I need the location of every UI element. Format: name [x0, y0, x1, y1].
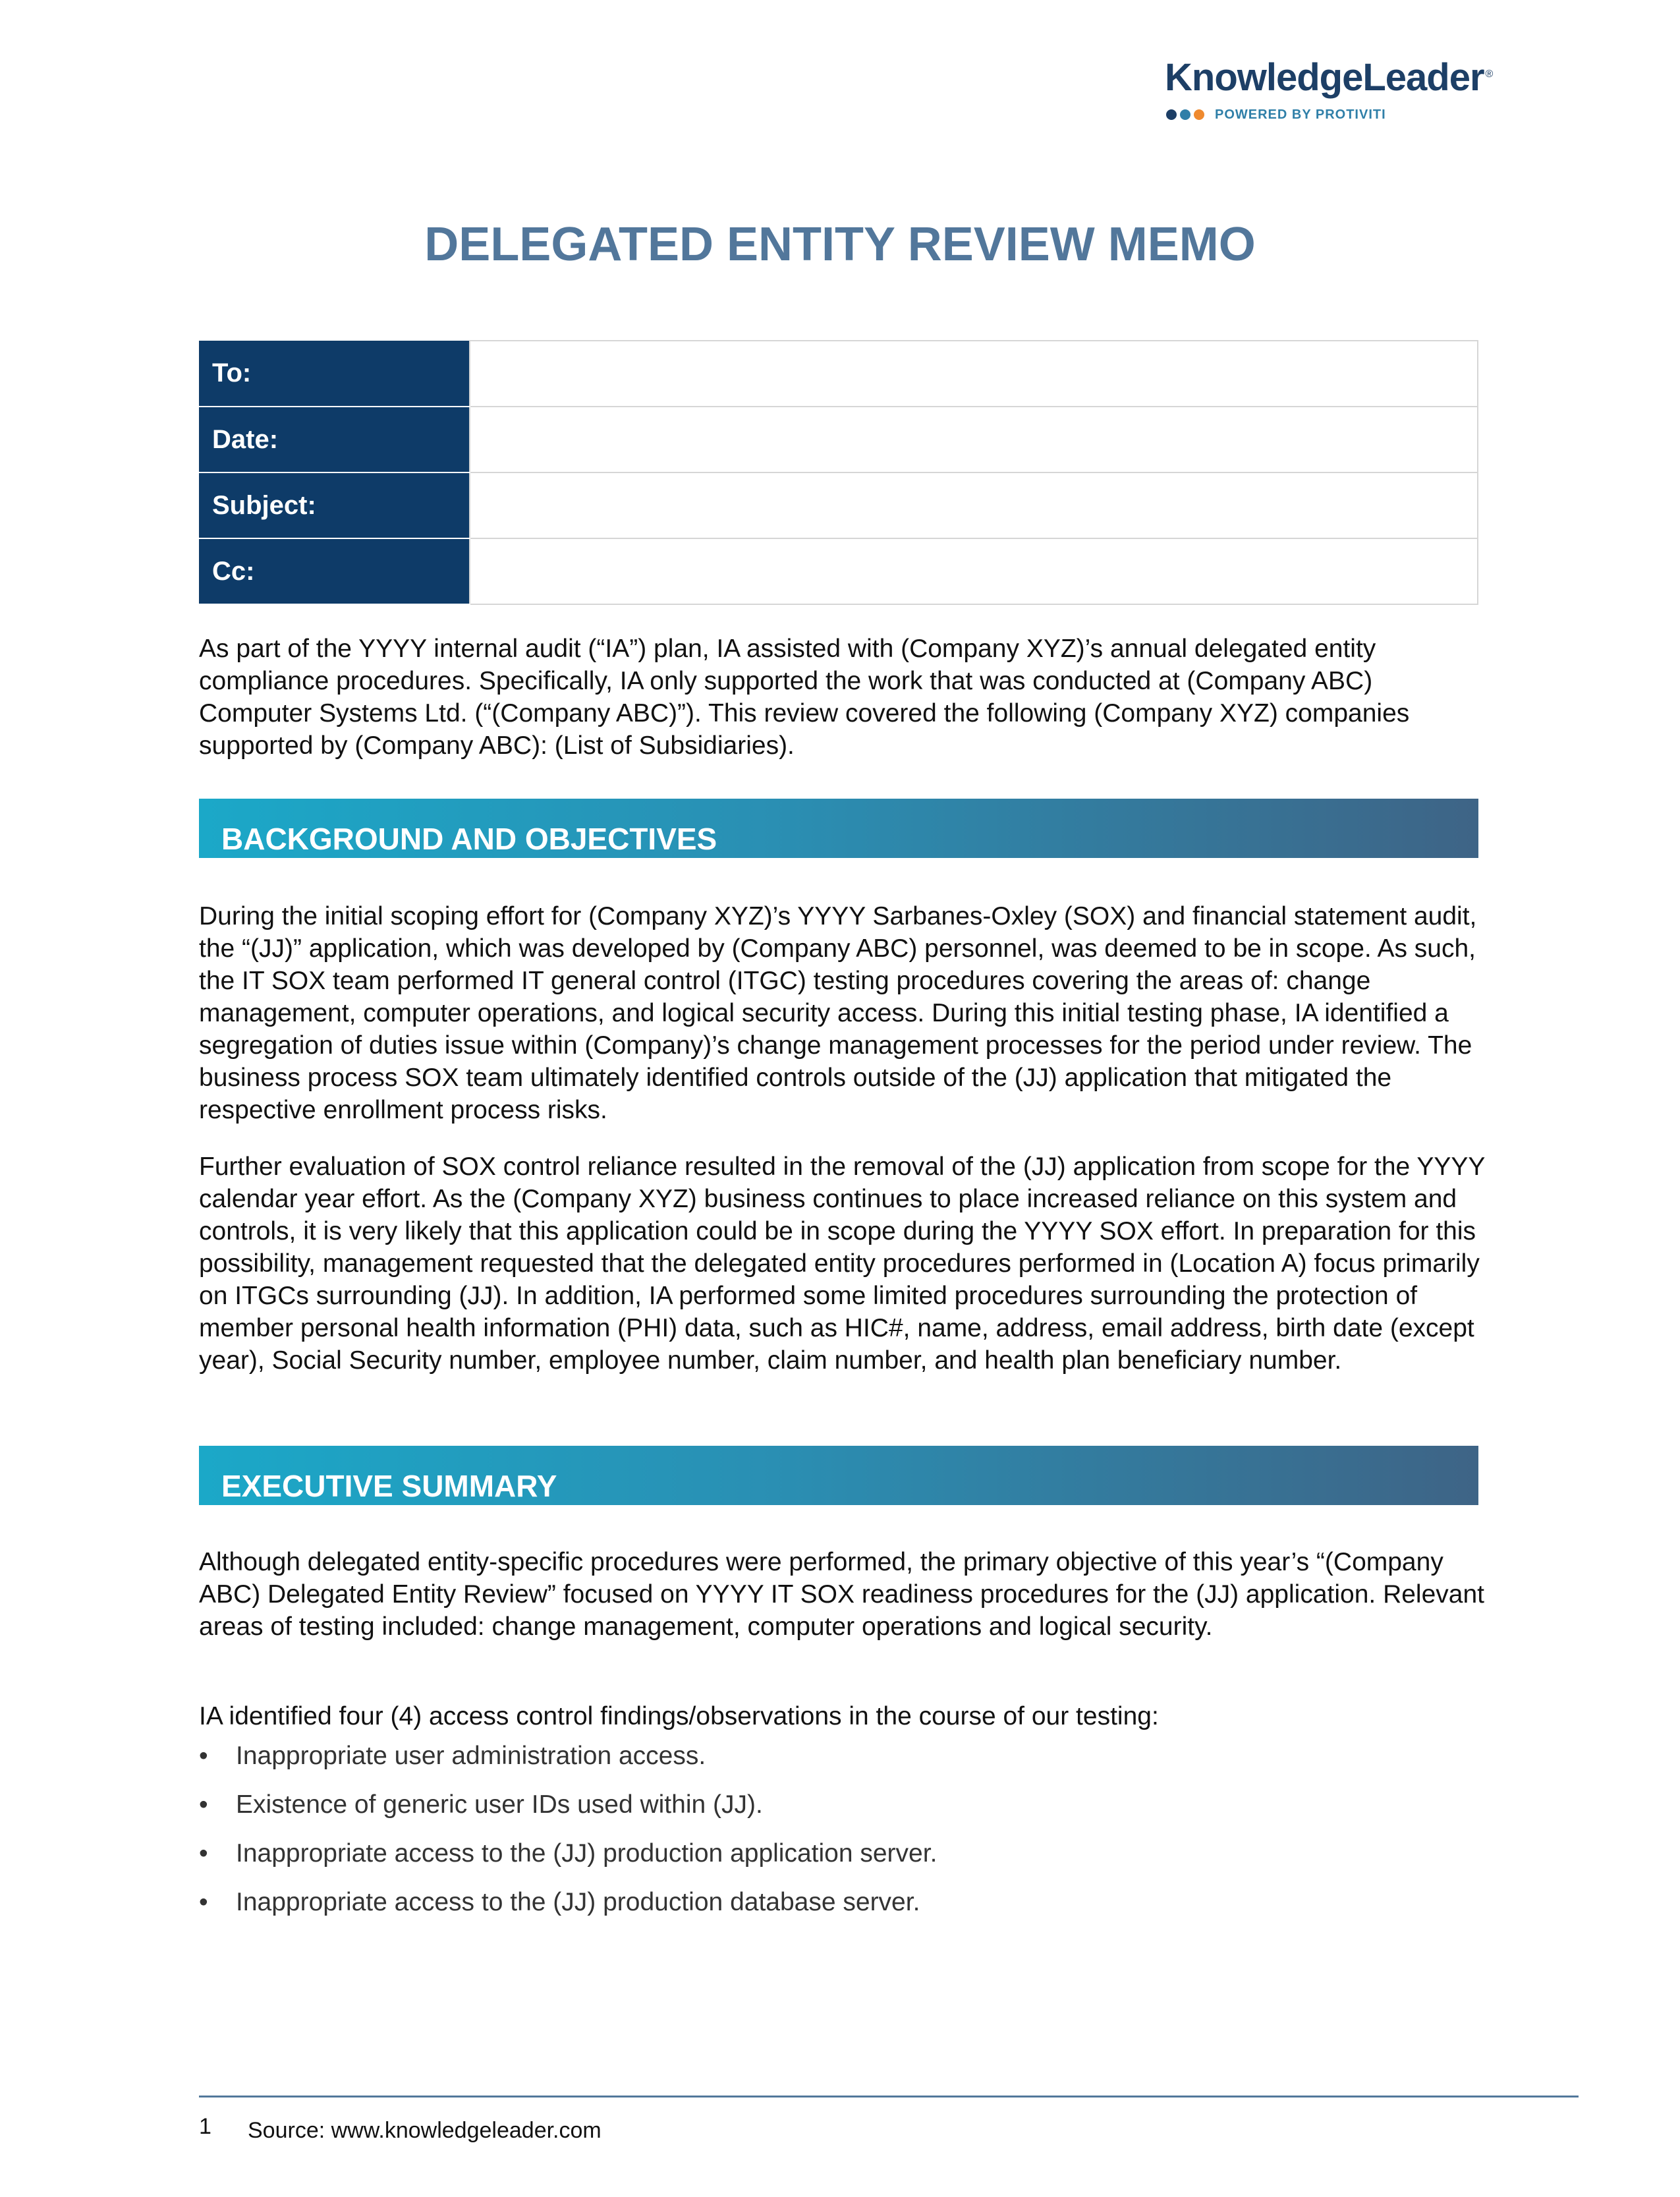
- finding-text: Existence of generic user IDs used within (JJ).: [236, 1790, 763, 1819]
- memo-value-cc[interactable]: [470, 538, 1478, 604]
- section-heading-executive-summary: EXECUTIVE SUMMARY: [221, 1469, 557, 1503]
- logo-dots: [1166, 109, 1204, 123]
- footer-divider: [199, 2096, 1579, 2097]
- bullet-icon: •: [199, 1839, 208, 1868]
- finding-text: Inappropriate access to the (JJ) production database server.: [236, 1888, 920, 1916]
- page-number: 1: [199, 2114, 211, 2139]
- memo-value-date[interactable]: [470, 407, 1478, 472]
- section-heading-background: BACKGROUND AND OBJECTIVES: [221, 822, 717, 856]
- finding-item: [199, 1740, 1477, 1772]
- source-text: Source: www.knowledgeleader.com: [248, 2118, 602, 2143]
- logo-dot-navy: [1166, 109, 1177, 120]
- logo-name-text: KnowledgeLeader: [1165, 56, 1484, 99]
- finding-item: [199, 1788, 1477, 1821]
- finding-text: Inappropriate user administration access.: [236, 1742, 706, 1770]
- bullet-icon: •: [199, 1742, 208, 1770]
- bullet-icon: •: [199, 1790, 208, 1819]
- section-header-background: [199, 799, 1478, 858]
- knowledgeleader-logo: [1165, 55, 1493, 128]
- logo-registered-mark: ®: [1485, 68, 1493, 80]
- logo-dot-blue: [1180, 109, 1190, 120]
- finding-item: [199, 1886, 1477, 1918]
- memo-label-cc: Cc:: [199, 538, 470, 604]
- summary-paragraph-2: IA identified four (4) access control findings/observations in the course of our testing:: [199, 1702, 1159, 1730]
- finding-item: [199, 1837, 1477, 1869]
- logo-wordmark: [1165, 55, 1492, 100]
- section-header-executive-summary: [199, 1446, 1478, 1505]
- memo-label-subject: Subject:: [199, 472, 470, 538]
- memo-label-to: To:: [199, 341, 470, 407]
- memo-label-date: Date:: [199, 407, 470, 472]
- summary-paragraph-1: Although delegated entity-specific procedures were performed, the primary objective of this year’s “(Company ABC) Delegated Entity Review” focused on YYYY IT SOX readiness procedures for the (JJ) application. Relevant areas of testing included: change management, computer operations and logical security.: [199, 1548, 1484, 1641]
- page-title: DELEGATED ENTITY REVIEW MEMO: [424, 218, 1256, 271]
- memo-row-cc: [199, 538, 1478, 604]
- memo-row-subject: [199, 472, 1478, 538]
- memo-row-to: [199, 341, 1478, 407]
- intro-paragraph: As part of the YYYY internal audit (“IA”) plan, IA assisted with (Company XYZ)’s annual delegated entity compliance procedures. Specifically, IA only supported the work that was conducted at (Company ABC) Computer Systems Ltd. (“(Company ABC)”). This review covered the following (Company XYZ) companies supported by (Company ABC): (List of Subsidiaries).: [199, 635, 1410, 760]
- memo-value-to[interactable]: [470, 341, 1478, 407]
- background-paragraph-1: During the initial scoping effort for (Company XYZ)’s YYYY Sarbanes-Oxley (SOX) and financial statement audit, the “(JJ)” application, which was developed by (Company ABC) personnel, was deemed to be in scope. As such, the IT SOX team performed IT general control (ITGC) testing procedures covering the areas of: change management, computer operations, and logical security access. During this initial testing phase, IA identified a segregation of duties issue within (Company)’s change management processes for the period under review. The business process SOX team ultimately identified controls outside of the (JJ) application that mitigated the respective enrollment process risks.: [199, 902, 1477, 1124]
- background-paragraph-2: Further evaluation of SOX control reliance resulted in the removal of the (JJ) application from scope for the YYYY calendar year effort. As the (Company XYZ) business continues to place increased reliance on this system and controls, it is very likely that this application could be in scope during the YYYY SOX effort. In preparation for this possibility, management requested that the delegated entity procedures performed in (Location A) focus primarily on ITGCs surrounding (JJ). In addition, IA performed some limited procedures surrounding the protection of member personal health information (PHI) data, such as HIC#, name, address, email address, birth date (except year), Social Security number, employee number, claim number, and health plan beneficiary number.: [199, 1153, 1485, 1375]
- finding-text: Inappropriate access to the (JJ) production application server.: [236, 1839, 938, 1868]
- logo-tagline: POWERED BY PROTIVITI: [1215, 107, 1386, 122]
- memo-header-table: [199, 340, 1478, 605]
- logo-dot-orange: [1194, 109, 1204, 120]
- memo-value-subject[interactable]: [470, 472, 1478, 538]
- findings-list: [199, 1740, 1477, 1935]
- memo-row-date: [199, 407, 1478, 472]
- bullet-icon: •: [199, 1888, 208, 1916]
